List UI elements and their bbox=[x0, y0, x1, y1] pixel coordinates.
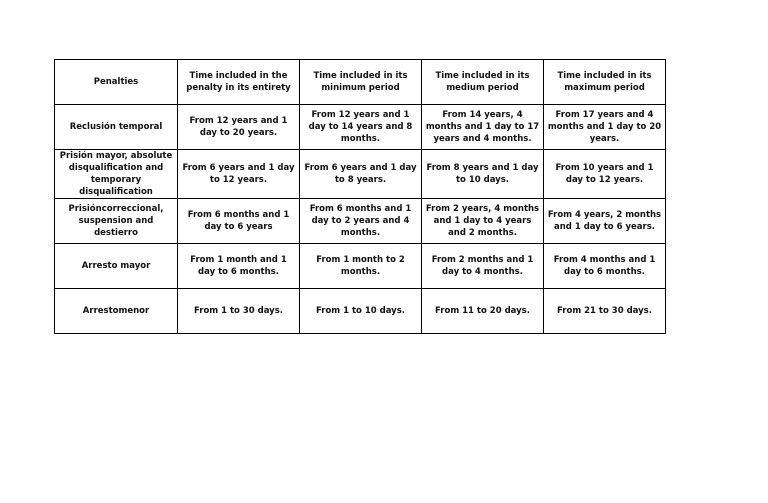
table-cell: From 12 years and 1 day to 14 years and 8 months. bbox=[300, 105, 422, 150]
penalty-name-cell: Prisióncorreccional, suspension and destierro bbox=[55, 199, 178, 244]
table-cell: From 14 years, 4 months and 1 day to 17 years and 4 months. bbox=[422, 105, 544, 150]
table-row bbox=[55, 199, 666, 244]
penalty-name-cell: Arrestomenor bbox=[55, 289, 178, 334]
table-row bbox=[55, 289, 666, 334]
header-cell-minimum: Time included in its minimum period bbox=[300, 60, 422, 105]
penalty-name-cell: Reclusión temporal bbox=[55, 105, 178, 150]
header-cell-entirety: Time included in the penalty in its entirety bbox=[178, 60, 300, 105]
table-cell: From 1 to 10 days. bbox=[300, 289, 422, 334]
table-row bbox=[55, 244, 666, 289]
table-cell: From 6 years and 1 day to 8 years. bbox=[300, 150, 422, 199]
penalty-name-cell: Arresto mayor bbox=[55, 244, 178, 289]
table-row bbox=[55, 150, 666, 199]
table-cell: From 1 to 30 days. bbox=[178, 289, 300, 334]
table-cell: From 8 years and 1 day to 10 days. bbox=[422, 150, 544, 199]
table-cell: From 2 years, 4 months and 1 day to 4 years and 2 months. bbox=[422, 199, 544, 244]
table-cell: From 11 to 20 days. bbox=[422, 289, 544, 334]
table-cell: From 17 years and 4 months and 1 day to 20 years. bbox=[544, 105, 666, 150]
table-cell: From 6 months and 1 day to 6 years bbox=[178, 199, 300, 244]
table-cell: From 2 months and 1 day to 4 months. bbox=[422, 244, 544, 289]
table-cell: From 10 years and 1 day to 12 years. bbox=[544, 150, 666, 199]
table-header-row bbox=[55, 60, 666, 105]
penalties-table bbox=[54, 59, 666, 334]
table-cell: From 21 to 30 days. bbox=[544, 289, 666, 334]
penalty-name-cell: Prisión mayor, absolute disqualification and temporary disqualification bbox=[55, 150, 178, 199]
header-cell-medium: Time included in its medium period bbox=[422, 60, 544, 105]
header-cell-maximum: Time included in its maximum period bbox=[544, 60, 666, 105]
header-cell-penalties: Penalties bbox=[55, 60, 178, 105]
table-cell: From 12 years and 1 day to 20 years. bbox=[178, 105, 300, 150]
table-cell: From 6 years and 1 day to 12 years. bbox=[178, 150, 300, 199]
table-row bbox=[55, 105, 666, 150]
table-cell: From 4 months and 1 day to 6 months. bbox=[544, 244, 666, 289]
table-cell: From 1 month to 2 months. bbox=[300, 244, 422, 289]
table-cell: From 4 years, 2 months and 1 day to 6 years. bbox=[544, 199, 666, 244]
table-cell: From 1 month and 1 day to 6 months. bbox=[178, 244, 300, 289]
table-cell: From 6 months and 1 day to 2 years and 4 months. bbox=[300, 199, 422, 244]
